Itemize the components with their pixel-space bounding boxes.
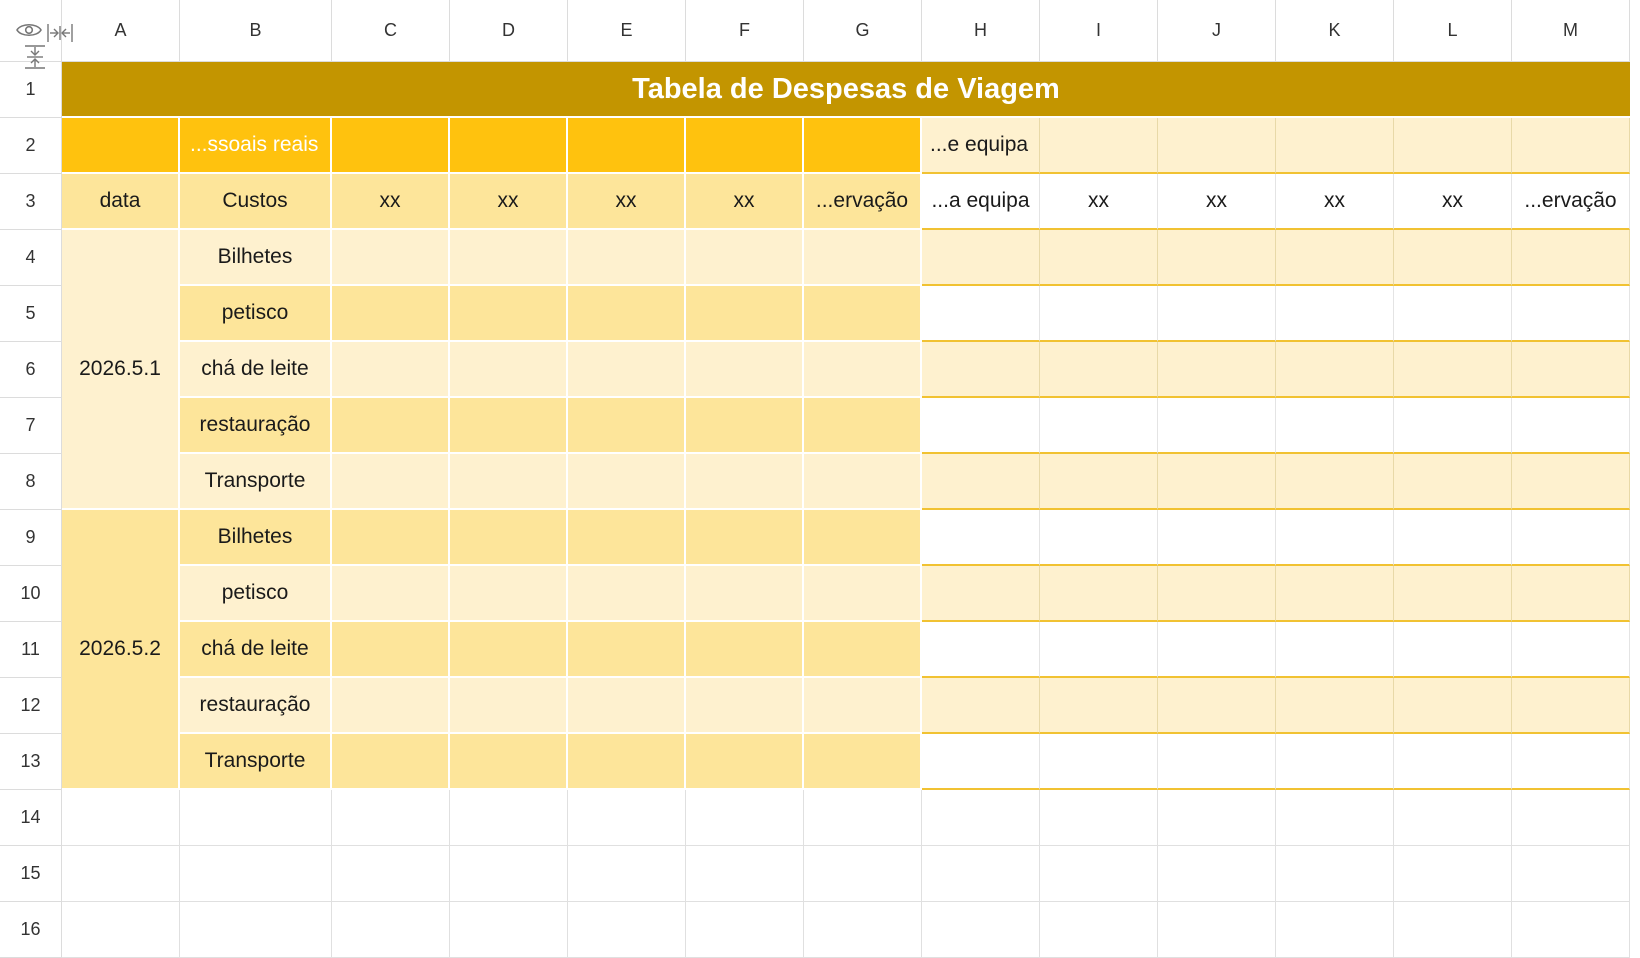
row-header-10[interactable]: 10	[0, 566, 62, 622]
table-cell[interactable]	[1276, 342, 1394, 398]
cell-h2[interactable]: ...e equipa	[922, 118, 1040, 174]
table-cell[interactable]	[450, 342, 568, 398]
table-cell[interactable]	[804, 398, 922, 454]
empty-cell[interactable]	[686, 846, 804, 902]
table-cell[interactable]	[568, 398, 686, 454]
empty-cell[interactable]	[332, 790, 450, 846]
table-cell[interactable]	[450, 510, 568, 566]
row-header-1[interactable]: 1	[0, 62, 62, 118]
empty-cell[interactable]	[180, 790, 332, 846]
header-cell-i[interactable]: xx	[1040, 174, 1158, 230]
table-cell[interactable]	[686, 398, 804, 454]
table-cell[interactable]	[1040, 230, 1158, 286]
table-cell[interactable]	[332, 510, 450, 566]
table-cell[interactable]	[1158, 230, 1276, 286]
table-cell[interactable]	[1040, 398, 1158, 454]
empty-cell[interactable]	[450, 790, 568, 846]
column-header-i[interactable]: I	[1040, 0, 1158, 62]
column-header-m[interactable]: M	[1512, 0, 1630, 62]
cell-i2[interactable]	[1040, 118, 1158, 174]
empty-cell[interactable]	[1276, 790, 1394, 846]
table-cell[interactable]	[1158, 622, 1276, 678]
table-cell[interactable]	[804, 230, 922, 286]
table-cell[interactable]	[1040, 342, 1158, 398]
table-cell[interactable]	[922, 566, 1040, 622]
table-cell[interactable]	[332, 342, 450, 398]
cell-l2[interactable]	[1394, 118, 1512, 174]
table-cell[interactable]	[804, 342, 922, 398]
table-cell[interactable]	[1158, 510, 1276, 566]
table-cell[interactable]	[686, 342, 804, 398]
table-cell[interactable]	[686, 230, 804, 286]
row-header-5[interactable]: 5	[0, 286, 62, 342]
header-cell-j[interactable]: xx	[1158, 174, 1276, 230]
table-cell[interactable]	[686, 622, 804, 678]
table-cell[interactable]	[568, 678, 686, 734]
table-cell[interactable]	[568, 286, 686, 342]
table-cell[interactable]	[922, 342, 1040, 398]
row-header-8[interactable]: 8	[0, 454, 62, 510]
table-cell[interactable]	[922, 286, 1040, 342]
column-header-j[interactable]: J	[1158, 0, 1276, 62]
table-cell[interactable]	[922, 734, 1040, 790]
table-cell[interactable]	[1394, 454, 1512, 510]
row-header-13[interactable]: 13	[0, 734, 62, 790]
table-cell[interactable]	[1394, 398, 1512, 454]
table-cell[interactable]	[1512, 566, 1630, 622]
row-header-16[interactable]: 16	[0, 902, 62, 958]
column-header-e[interactable]: E	[568, 0, 686, 62]
empty-cell[interactable]	[804, 846, 922, 902]
cell-e2[interactable]	[568, 118, 686, 174]
table-cell[interactable]	[332, 566, 450, 622]
empty-cell[interactable]	[1512, 846, 1630, 902]
table-cell[interactable]	[686, 286, 804, 342]
table-cell[interactable]	[450, 454, 568, 510]
column-header-b[interactable]: B	[180, 0, 332, 62]
table-cell[interactable]	[922, 510, 1040, 566]
empty-cell[interactable]	[62, 902, 180, 958]
empty-cell[interactable]	[686, 902, 804, 958]
row-header-6[interactable]: 6	[0, 342, 62, 398]
table-cell[interactable]	[804, 622, 922, 678]
empty-cell[interactable]	[1158, 846, 1276, 902]
table-cell[interactable]	[922, 398, 1040, 454]
column-header-k[interactable]: K	[1276, 0, 1394, 62]
cost-item-2-5[interactable]: Transporte	[180, 734, 332, 790]
table-cell[interactable]	[1276, 566, 1394, 622]
table-cell[interactable]	[1512, 454, 1630, 510]
table-cell[interactable]	[804, 286, 922, 342]
table-cell[interactable]	[332, 622, 450, 678]
row-header-14[interactable]: 14	[0, 790, 62, 846]
row-freeze-icon[interactable]	[23, 44, 47, 75]
table-cell[interactable]	[804, 454, 922, 510]
empty-cell[interactable]	[1512, 790, 1630, 846]
row-header-11[interactable]: 11	[0, 622, 62, 678]
table-cell[interactable]	[1512, 734, 1630, 790]
table-cell[interactable]	[1276, 510, 1394, 566]
cell-a2[interactable]	[62, 118, 180, 174]
cost-item-1-2[interactable]: petisco	[180, 286, 332, 342]
empty-cell[interactable]	[686, 790, 804, 846]
table-cell[interactable]	[1040, 510, 1158, 566]
cell-k2[interactable]	[1276, 118, 1394, 174]
header-cell-h[interactable]: ...a equipa	[922, 174, 1040, 230]
table-cell[interactable]	[1276, 678, 1394, 734]
table-cell[interactable]	[1394, 286, 1512, 342]
table-cell[interactable]	[1512, 510, 1630, 566]
cell-d2[interactable]	[450, 118, 568, 174]
table-cell[interactable]	[568, 622, 686, 678]
table-cell[interactable]	[804, 566, 922, 622]
empty-cell[interactable]	[804, 790, 922, 846]
sheet-corner	[0, 0, 62, 62]
empty-cell[interactable]	[1040, 846, 1158, 902]
header-cell-d[interactable]: xx	[450, 174, 568, 230]
table-cell[interactable]	[1040, 286, 1158, 342]
eye-icon[interactable]	[16, 21, 42, 44]
cost-item-1-5[interactable]: Transporte	[180, 454, 332, 510]
row-header-7[interactable]: 7	[0, 398, 62, 454]
cost-item-2-3[interactable]: chá de leite	[180, 622, 332, 678]
empty-cell[interactable]	[922, 902, 1040, 958]
table-cell[interactable]	[686, 510, 804, 566]
empty-cell[interactable]	[332, 846, 450, 902]
table-cell[interactable]	[568, 566, 686, 622]
table-cell[interactable]	[1040, 622, 1158, 678]
empty-cell[interactable]	[62, 790, 180, 846]
empty-cell[interactable]	[922, 846, 1040, 902]
header-cell-b[interactable]: Custos	[180, 174, 332, 230]
column-header-c[interactable]: C	[332, 0, 450, 62]
empty-cell[interactable]	[1394, 902, 1512, 958]
table-cell[interactable]	[1512, 622, 1630, 678]
empty-cell[interactable]	[1040, 790, 1158, 846]
table-cell[interactable]	[686, 454, 804, 510]
header-cell-l[interactable]: xx	[1394, 174, 1512, 230]
empty-cell[interactable]	[804, 902, 922, 958]
table-cell[interactable]	[332, 398, 450, 454]
row-header-4[interactable]: 4	[0, 230, 62, 286]
empty-cell[interactable]	[568, 846, 686, 902]
table-cell[interactable]	[1158, 734, 1276, 790]
table-cell[interactable]	[1158, 398, 1276, 454]
table-cell[interactable]	[1512, 678, 1630, 734]
table-cell[interactable]	[922, 230, 1040, 286]
row-header-3[interactable]: 3	[0, 174, 62, 230]
table-cell[interactable]	[1394, 678, 1512, 734]
table-cell[interactable]	[332, 454, 450, 510]
table-cell[interactable]	[568, 510, 686, 566]
table-cell[interactable]	[1512, 342, 1630, 398]
header-cell-k[interactable]: xx	[1276, 174, 1394, 230]
date-cell-group-1[interactable]: 2026.5.1	[62, 230, 180, 510]
table-cell[interactable]	[1158, 678, 1276, 734]
header-cell-m[interactable]: ...ervação	[1512, 174, 1630, 230]
row-header-15[interactable]: 15	[0, 846, 62, 902]
empty-cell[interactable]	[332, 902, 450, 958]
empty-cell[interactable]	[1276, 846, 1394, 902]
table-cell[interactable]	[686, 734, 804, 790]
table-cell[interactable]	[1276, 454, 1394, 510]
table-cell[interactable]	[1276, 230, 1394, 286]
table-cell[interactable]	[1394, 622, 1512, 678]
table-cell[interactable]	[1394, 734, 1512, 790]
column-header-h[interactable]: H	[922, 0, 1040, 62]
column-header-d[interactable]: D	[450, 0, 568, 62]
row-header-2[interactable]: 2	[0, 118, 62, 174]
cost-item-1-3[interactable]: chá de leite	[180, 342, 332, 398]
table-cell[interactable]	[922, 678, 1040, 734]
table-cell[interactable]	[1394, 230, 1512, 286]
table-cell[interactable]	[804, 734, 922, 790]
empty-cell[interactable]	[1512, 902, 1630, 958]
cost-item-1-1[interactable]: Bilhetes	[180, 230, 332, 286]
table-cell[interactable]	[804, 678, 922, 734]
table-cell[interactable]	[1040, 454, 1158, 510]
cost-item-2-2[interactable]: petisco	[180, 566, 332, 622]
table-cell[interactable]	[1394, 566, 1512, 622]
empty-cell[interactable]	[922, 790, 1040, 846]
empty-cell[interactable]	[1394, 790, 1512, 846]
table-title[interactable]: Tabela de Despesas de Viagem	[62, 62, 1630, 118]
empty-cell[interactable]	[62, 846, 180, 902]
empty-cell[interactable]	[568, 902, 686, 958]
table-cell[interactable]	[568, 342, 686, 398]
cost-item-2-1[interactable]: Bilhetes	[180, 510, 332, 566]
column-header-a[interactable]: A	[62, 0, 180, 62]
empty-cell[interactable]	[568, 790, 686, 846]
date-cell-group-2[interactable]: 2026.5.2	[62, 510, 180, 790]
table-cell[interactable]	[1512, 398, 1630, 454]
table-cell[interactable]	[1394, 510, 1512, 566]
table-cell[interactable]	[332, 230, 450, 286]
header-cell-a[interactable]: data	[62, 174, 180, 230]
row-header-9[interactable]: 9	[0, 510, 62, 566]
empty-cell[interactable]	[1276, 902, 1394, 958]
cell-f2[interactable]	[686, 118, 804, 174]
table-cell[interactable]	[686, 566, 804, 622]
empty-cell[interactable]	[450, 902, 568, 958]
cell-j2[interactable]	[1158, 118, 1276, 174]
table-cell[interactable]	[1512, 286, 1630, 342]
table-cell[interactable]	[1158, 342, 1276, 398]
header-cell-g[interactable]: ...ervação	[804, 174, 922, 230]
header-cell-c[interactable]: xx	[332, 174, 450, 230]
table-cell[interactable]	[450, 566, 568, 622]
table-cell[interactable]	[450, 286, 568, 342]
column-freeze-icon[interactable]	[46, 22, 74, 49]
table-cell[interactable]	[1512, 230, 1630, 286]
cost-item-2-4[interactable]: restauração	[180, 678, 332, 734]
empty-cell[interactable]	[180, 902, 332, 958]
empty-cell[interactable]	[450, 846, 568, 902]
table-cell[interactable]	[332, 734, 450, 790]
table-cell[interactable]	[1276, 398, 1394, 454]
table-cell[interactable]	[450, 622, 568, 678]
table-cell[interactable]	[922, 454, 1040, 510]
table-cell[interactable]	[568, 454, 686, 510]
cell-m2[interactable]	[1512, 118, 1630, 174]
table-cell[interactable]	[1040, 566, 1158, 622]
table-cell[interactable]	[1276, 622, 1394, 678]
header-cell-e[interactable]: xx	[568, 174, 686, 230]
cost-item-1-4[interactable]: restauração	[180, 398, 332, 454]
table-cell[interactable]	[332, 678, 450, 734]
table-cell[interactable]	[686, 678, 804, 734]
table-cell[interactable]	[1158, 454, 1276, 510]
table-cell[interactable]	[1158, 566, 1276, 622]
table-cell[interactable]	[1394, 342, 1512, 398]
table-cell[interactable]	[1040, 734, 1158, 790]
empty-cell[interactable]	[1158, 902, 1276, 958]
table-cell[interactable]	[1158, 286, 1276, 342]
empty-cell[interactable]	[1158, 790, 1276, 846]
table-cell[interactable]	[450, 678, 568, 734]
table-cell[interactable]	[450, 734, 568, 790]
table-cell[interactable]	[568, 734, 686, 790]
row-header-12[interactable]: 12	[0, 678, 62, 734]
table-cell[interactable]	[332, 286, 450, 342]
empty-cell[interactable]	[1040, 902, 1158, 958]
table-cell[interactable]	[450, 230, 568, 286]
table-cell[interactable]	[804, 510, 922, 566]
table-cell[interactable]	[1040, 678, 1158, 734]
cell-c2[interactable]	[332, 118, 450, 174]
column-header-g[interactable]: G	[804, 0, 922, 62]
table-cell[interactable]	[1276, 286, 1394, 342]
table-cell[interactable]	[1276, 734, 1394, 790]
empty-cell[interactable]	[1394, 846, 1512, 902]
table-cell[interactable]	[922, 622, 1040, 678]
cell-b2[interactable]: ...ssoais reais	[180, 118, 332, 174]
cell-g2[interactable]	[804, 118, 922, 174]
column-header-f[interactable]: F	[686, 0, 804, 62]
header-cell-f[interactable]: xx	[686, 174, 804, 230]
empty-cell[interactable]	[180, 846, 332, 902]
table-cell[interactable]	[450, 398, 568, 454]
column-header-l[interactable]: L	[1394, 0, 1512, 62]
table-cell[interactable]	[568, 230, 686, 286]
